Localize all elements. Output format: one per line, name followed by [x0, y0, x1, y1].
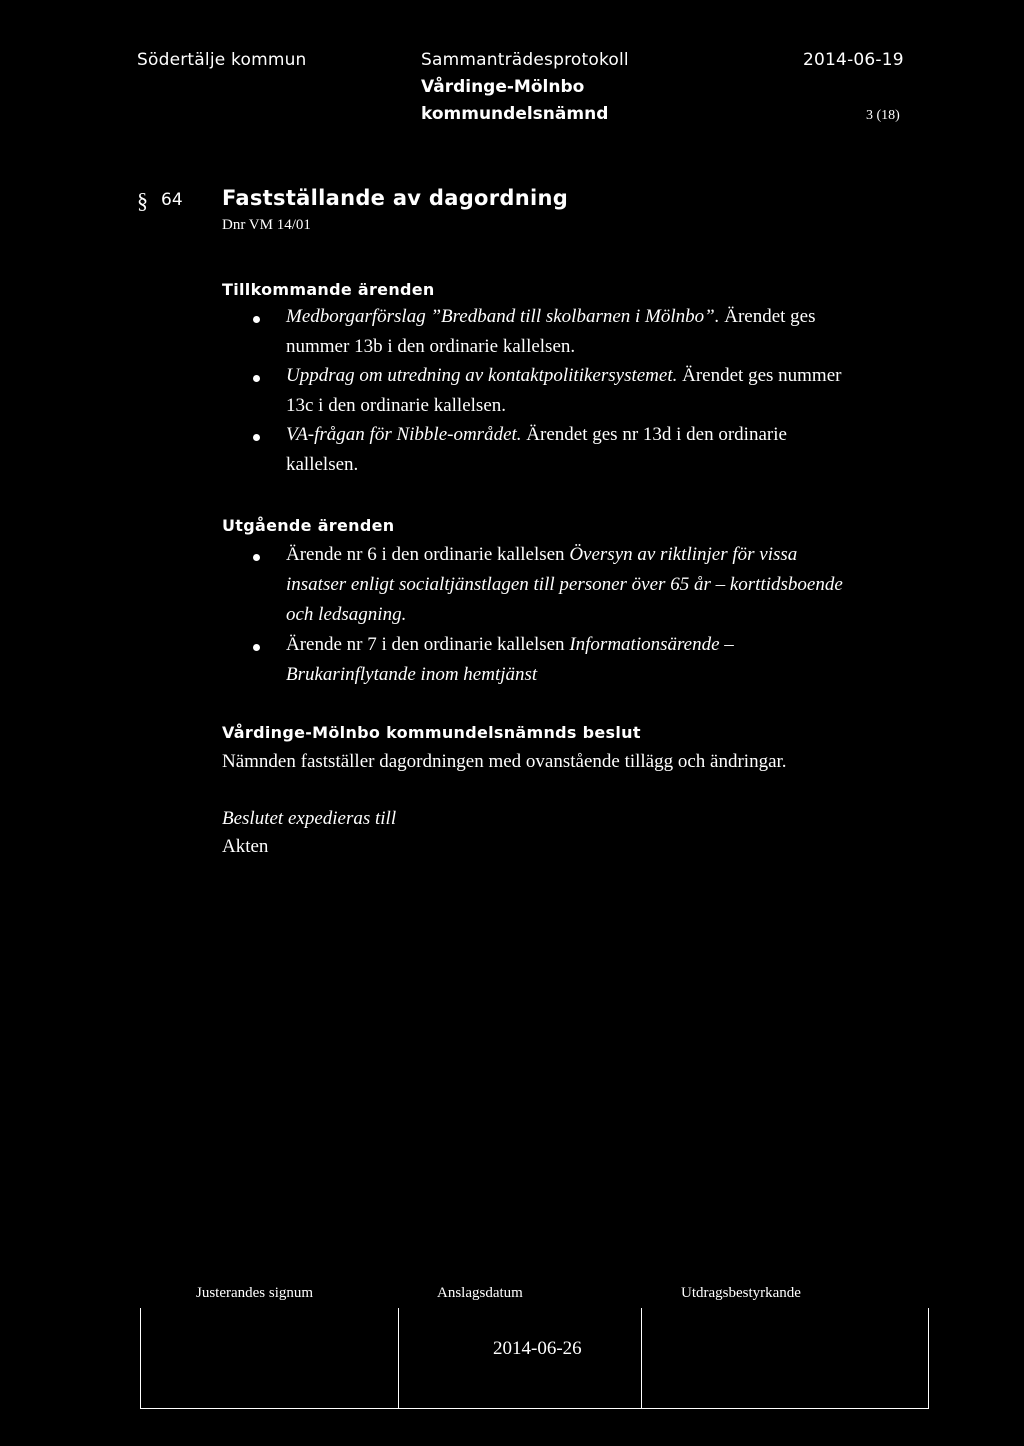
incoming-item-3-line2: kallelsen. — [286, 454, 359, 475]
section-title: Fastställande av dagordning — [222, 186, 569, 210]
outgoing-item-1-title-2: insatser enligt socialtjänstlagen till personer över 65 år – korttidsboende — [286, 574, 843, 595]
footer-certification-label: Utdragsbestyrkande — [681, 1285, 801, 1301]
incoming-item-1 — [286, 302, 926, 332]
footer-signature-label: Justerandes signum — [196, 1285, 314, 1301]
bullet-icon — [253, 375, 260, 382]
footer-posting-date-label: Anslagsdatum — [437, 1285, 523, 1301]
municipality-name: Södertälje kommun — [137, 50, 307, 70]
footer-box-left-border — [140, 1308, 141, 1409]
footer-box-right-border — [928, 1308, 929, 1409]
outgoing-item-2-text: Ärende nr 7 i den ordinarie kallelsen — [286, 634, 570, 655]
outgoing-item-1-title-3: och ledsagning. — [286, 604, 407, 625]
board-name-line2: kommundelsnämnd — [421, 104, 609, 124]
bullet-icon — [253, 434, 260, 441]
incoming-item-2-line2: 13c i den ordinarie kallelsen. — [286, 395, 507, 416]
outgoing-item-2-title: Informationsärende – — [569, 634, 734, 655]
outgoing-item-2-line2 — [286, 660, 926, 690]
outgoing-item-2 — [286, 630, 926, 660]
incoming-item-1-title: Medborgarförslag ”Bredband till skolbarnen i Mölnbo”. — [286, 306, 720, 327]
outgoing-item-1-line3 — [286, 600, 926, 630]
dispatch-label: Beslutet expedieras till — [222, 808, 397, 829]
bullet-icon — [253, 554, 260, 561]
outgoing-heading: Utgående ärenden — [222, 516, 395, 535]
page-number: 3 (18) — [866, 108, 900, 123]
outgoing-item-1 — [286, 540, 926, 570]
incoming-item-1-line2: nummer 13b i den ordinarie kallelsen. — [286, 336, 576, 357]
incoming-item-2-text: Ärendet ges nummer — [677, 365, 842, 386]
decision-heading: Vårdinge-Mölnbo kommundelsnämnds beslut — [222, 723, 641, 742]
dispatch-recipient: Akten — [222, 836, 269, 857]
decision-text: Nämnden fastställer dagordningen med ovanstående tillägg och ändringar. — [222, 751, 787, 772]
incoming-item-3-text: Ärendet ges nr 13d i den ordinarie — [521, 424, 787, 445]
footer-box-divider-2 — [641, 1308, 642, 1409]
incoming-item-2-title: Uppdrag om utredning av kontaktpolitikersystemet. — [286, 365, 678, 386]
bullet-icon — [253, 644, 260, 651]
outgoing-item-2-title-2: Brukarinflytande inom hemtjänst — [286, 664, 538, 685]
document-type: Sammanträdesprotokoll — [421, 50, 629, 70]
board-name-line1: Vårdinge-Mölnbo — [421, 77, 585, 97]
footer-box-divider-1 — [398, 1308, 399, 1409]
incoming-heading: Tillkommande ärenden — [222, 280, 435, 299]
incoming-item-3 — [286, 420, 926, 450]
outgoing-item-1-line2 — [286, 570, 926, 600]
footer-box-bottom-border — [140, 1408, 929, 1409]
dispatch-label-wrap — [222, 804, 396, 834]
outgoing-item-1-title: Översyn av riktlinjer för vissa — [569, 544, 798, 565]
footer-posted-date: 2014-06-26 — [493, 1338, 582, 1359]
paragraph-sign: § — [137, 188, 148, 213]
outgoing-item-1-text: Ärende nr 6 i den ordinarie kallelsen — [286, 544, 570, 565]
section-number: 64 — [161, 190, 183, 210]
dnr-reference: Dnr VM 14/01 — [222, 217, 311, 233]
incoming-item-1-text: Ärendet ges — [719, 306, 816, 327]
incoming-item-3-title: VA-frågan för Nibble-området. — [286, 424, 522, 445]
meeting-date: 2014-06-19 — [803, 50, 904, 70]
bullet-icon — [253, 316, 260, 323]
incoming-item-2 — [286, 361, 926, 391]
